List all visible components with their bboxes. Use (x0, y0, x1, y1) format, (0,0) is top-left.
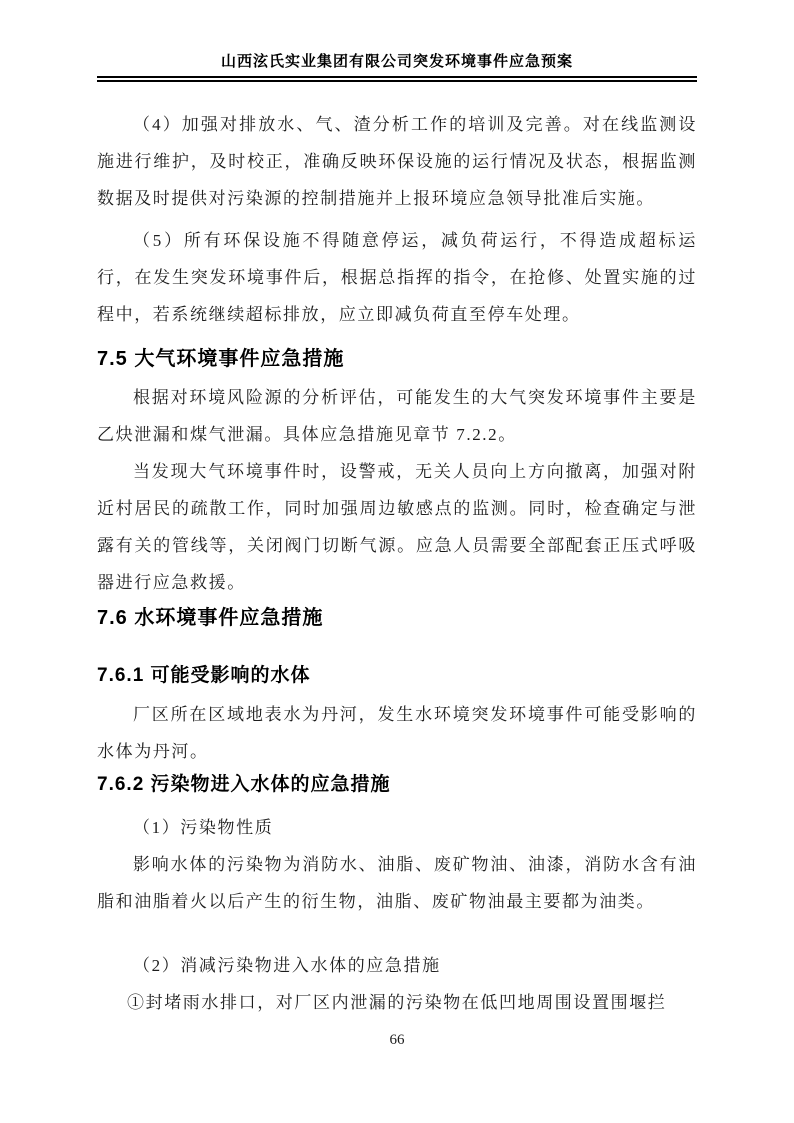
heading-7-6-1: 7.6.1 可能受影响的水体 (97, 665, 311, 686)
heading-7-6-2: 7.6.2 污染物进入水体的应急措施 (97, 774, 391, 795)
paragraph-item-4: （4）加强对排放水、气、渣分析工作的培训及完善。对在线监测设施进行维护，及时校正，准确反映环保设施的运行情况及状态，根据监测数据及时提供对污染源的控制措施并上报环境应急领导批准后实施。 (97, 115, 697, 208)
page-number: 66 (389, 1032, 405, 1048)
paragraph-item-5: （5）所有环保设施不得随意停运，减负荷运行，不得造成超标运行，在发生突发环境事件后，根据总指挥的指令，在抢修、处置实施的过程中，若系统继续超标排放，应立即减负荷直至停车处理。 (97, 231, 697, 324)
paragraph-affected-water-body: 厂区所在区域地表水为丹河，发生水环境突发环境事件可能受影响的水体为丹河。 (97, 705, 697, 761)
heading-7-6: 7.6 水环境事件应急措施 (97, 607, 324, 629)
header-title: 山西泫氏实业集团有限公司突发环境事件应急预案 (220, 54, 573, 70)
paragraph-atmosphere-response: 当发现大气环境事件时，设警戒，无关人员向上方向撤离，加强对附近村居民的疏散工作，同时加强周边敏感点的监测。同时，检查确定与泄露有关的管线等，关闭阀门切断气源。应急人员需要全部配套正压式呼吸器进行应急救援。 (97, 462, 697, 592)
page-header (97, 52, 697, 82)
paragraph-pollutant-nature-body: 影响水体的污染物为消防水、油脂、废矿物油、油漆，消防水含有油脂和油脂着火以后产生的衍生物，油脂、废矿物油最主要都为油类。 (97, 855, 697, 911)
heading-7-5: 7.5 大气环境事件应急措施 (97, 348, 345, 370)
paragraph-pollutant-nature-title: （1）污染物性质 (133, 818, 274, 837)
page-footer (0, 1032, 794, 1049)
paragraph-atmosphere-assessment: 根据对环境风险源的分析评估，可能发生的大气突发环境事件主要是乙炔泄漏和煤气泄漏。具体应急措施见章节 7.2.2。 (97, 388, 697, 444)
paragraph-rainwater-outlet-blocking: ①封堵雨水排口，对厂区内泄漏的污染物在低凹地周围设置围堰拦 (127, 993, 667, 1012)
paragraph-reduction-measures-title: （2）消减污染物进入水体的应急措施 (133, 956, 441, 975)
